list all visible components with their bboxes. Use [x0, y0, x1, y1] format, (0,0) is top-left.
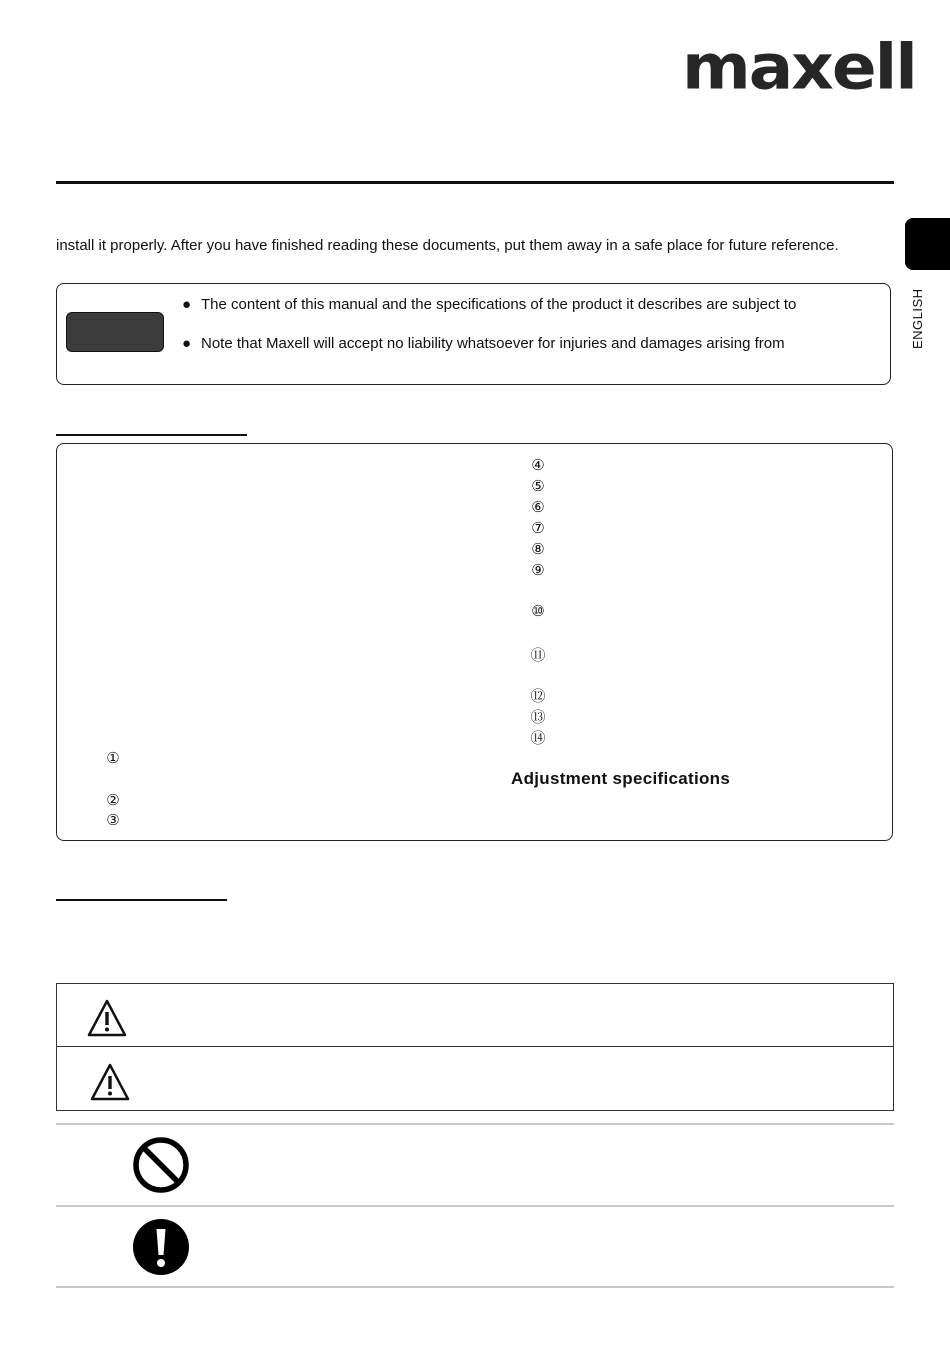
warning-table	[56, 983, 894, 1111]
notice-item	[182, 296, 796, 313]
language-label: ENGLISH	[910, 288, 925, 349]
contents-marker: ⑦	[531, 520, 545, 537]
warning-triangle-icon	[89, 1062, 131, 1102]
prohibited-icon	[132, 1136, 190, 1194]
contents-marker: ⑫	[530, 688, 546, 705]
notice-item-text: Note that Maxell will accept no liability whatsoever for injuries and damages arising from	[201, 335, 785, 352]
adjustment-specifications-heading: Adjustment specifications	[511, 769, 731, 788]
symbol-row-divider	[56, 1205, 894, 1207]
symbol-row-divider	[56, 1123, 894, 1125]
notice-badge	[66, 312, 164, 352]
contents-marker: ⑩	[531, 603, 545, 620]
notice-item-text: The content of this manual and the specifications of the product it describes are subject to	[201, 296, 797, 313]
contents-marker: ⑥	[531, 499, 545, 516]
bullet-dot: ●	[182, 296, 192, 313]
contents-marker: ④	[531, 457, 545, 474]
notice-item	[182, 335, 785, 352]
title-rule	[56, 181, 894, 184]
warning-table-divider	[56, 1046, 894, 1047]
mandatory-icon	[132, 1218, 190, 1276]
warning-triangle-icon	[86, 998, 128, 1038]
contents-box	[56, 443, 893, 841]
intro-text: install it properly. After you have finished reading these documents, put them away in a safe place for future reference.	[56, 237, 839, 254]
safety-heading-rule	[56, 899, 227, 901]
contents-marker: ⑧	[531, 541, 545, 558]
language-tab[interactable]	[905, 218, 950, 270]
bullet-dot: ●	[182, 335, 192, 352]
contents-marker: ⑪	[530, 647, 546, 664]
contents-marker: ⑬	[530, 709, 546, 726]
contents-marker: ⑭	[530, 730, 546, 747]
contents-marker: ②	[106, 792, 120, 809]
brand-logo: maxell	[682, 30, 916, 104]
contents-heading-rule	[56, 434, 247, 436]
contents-marker: ⑨	[531, 562, 545, 579]
contents-marker: ③	[106, 812, 120, 829]
symbol-row-divider	[56, 1286, 894, 1288]
contents-marker: ⑤	[531, 478, 545, 495]
contents-marker: ①	[106, 750, 120, 767]
